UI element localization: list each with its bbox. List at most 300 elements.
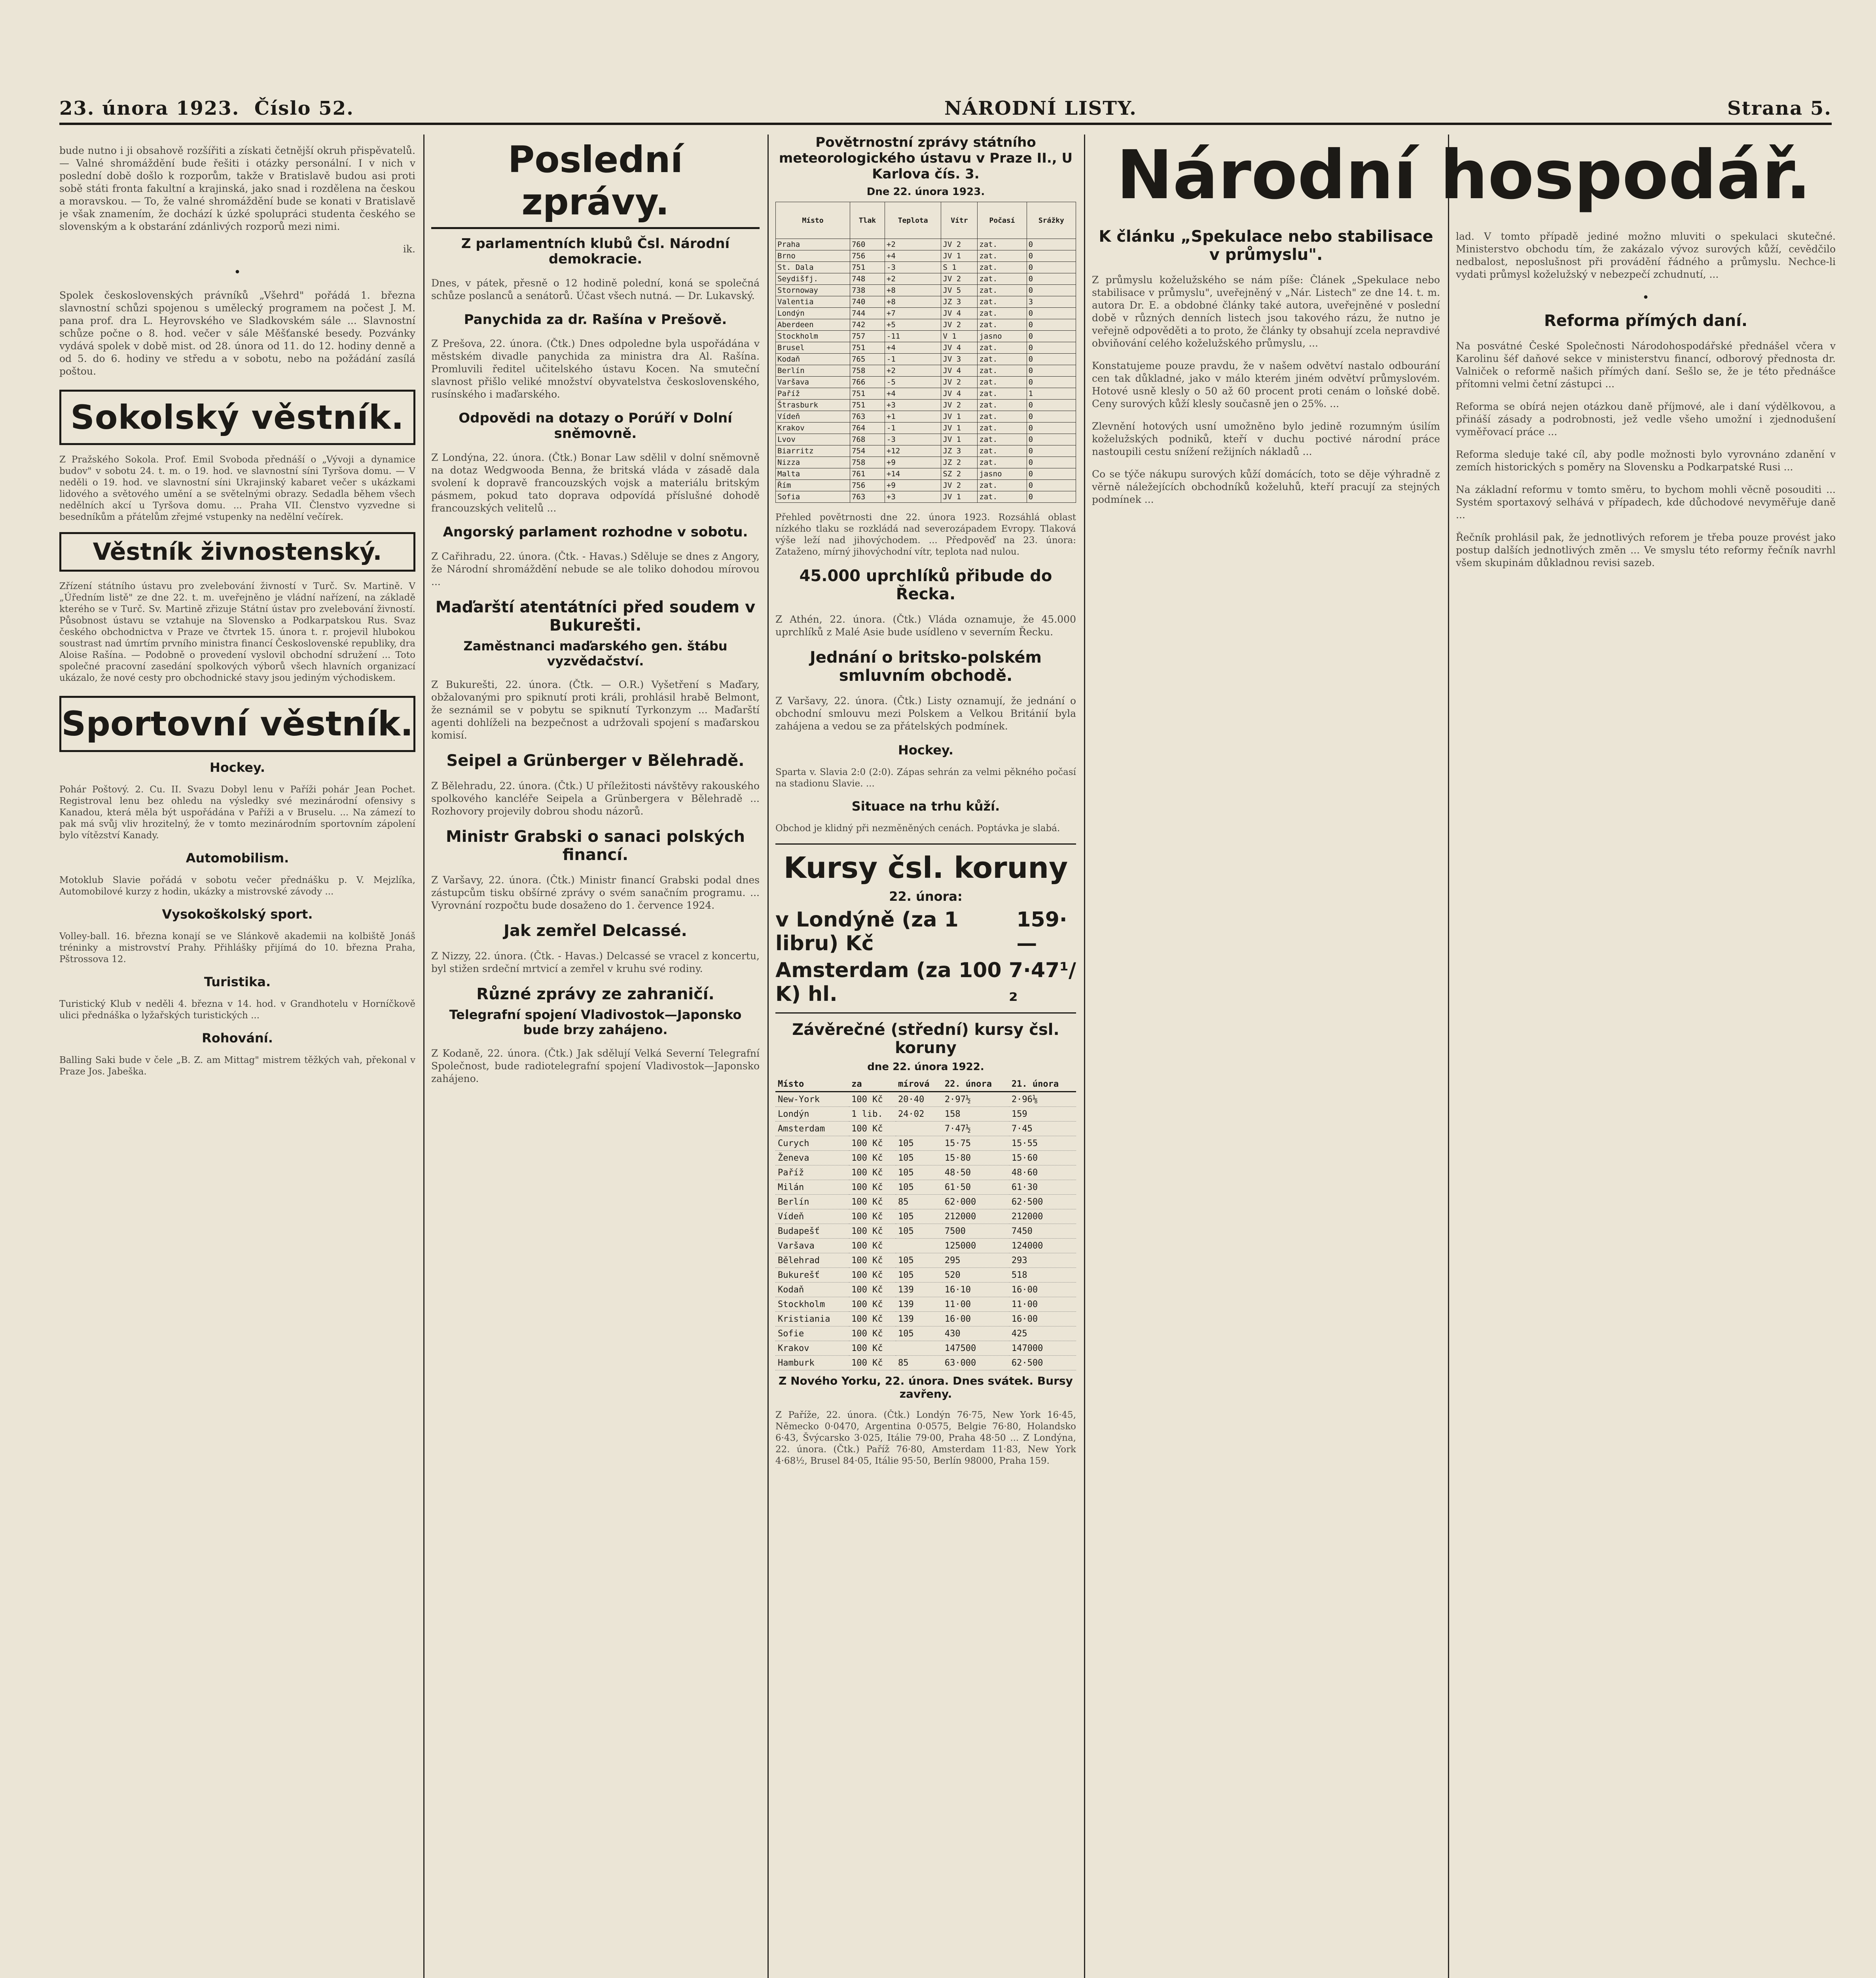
table-cell: 1 <box>1027 388 1076 400</box>
table-cell: JV 2 <box>941 377 978 388</box>
table-cell: Curych <box>775 1136 849 1151</box>
table-cell: +4 <box>885 342 941 354</box>
issue-number: Číslo 52. <box>254 97 354 119</box>
table-cell: 0 <box>1027 342 1076 354</box>
rate-row <box>775 1283 1076 1297</box>
table-cell: 3 <box>1027 296 1076 308</box>
article-text: Z Nizzy, 22. února. (Čtk. - Havas.) Delcassé se vracel z koncertu, byl stižen srdeční mrtvicí a zemřel v kruhu své rodiny. <box>431 950 760 974</box>
weather-row <box>776 319 1076 331</box>
table-cell: -1 <box>885 423 941 434</box>
table-cell: Vídeň <box>775 1209 849 1224</box>
table-cell: zat. <box>978 400 1027 411</box>
table-cell: 738 <box>850 285 885 296</box>
section-title-sport: Sportovní věstník. <box>59 696 415 752</box>
article-text: Z Kodaně, 22. února. (Čtk.) Jak sdělují Velká Severní Telegrafní Společnost, bude radiotelegrafní spojení Vladivostok—Japonsko zahájeno. <box>431 1047 760 1084</box>
table-cell: -3 <box>885 434 941 445</box>
article-headline: Maďarští atentátníci před soudem v Bukurešti. <box>435 598 756 635</box>
article-text: Z Athén, 22. února. (Čtk.) Vláda oznamuje, že 45.000 uprchlíků z Malé Asie bude usídleno v severním Řecku. <box>775 614 1076 638</box>
table-cell: 62·500 <box>1009 1356 1076 1370</box>
table-cell: 105 <box>896 1253 942 1268</box>
weather-row <box>776 423 1076 434</box>
table-cell: +14 <box>885 468 941 480</box>
table-cell: +9 <box>885 480 941 491</box>
table-cell: 11·00 <box>942 1297 1009 1312</box>
table-cell: +7 <box>885 308 941 319</box>
table-header-cell: Teplota <box>885 202 941 239</box>
table-cell: 16·00 <box>1009 1283 1076 1297</box>
article-text: Z Prešova, 22. února. (Čtk.) Dnes odpoledne byla uspořádána v městském divadle panychida za ministra dra Al. Rašína. Promluvili ředitel učitelského ústavu Kocen. Na smuteční slavnost přišlo veliké množství obyvatelstva československého, rusínského i maďarského. <box>431 338 760 400</box>
table-cell: JV 4 <box>941 388 978 400</box>
table-cell: 100 Kč <box>849 1195 896 1209</box>
table-cell: 147500 <box>942 1341 1009 1356</box>
table-cell: 754 <box>850 445 885 457</box>
separator-rule <box>775 1012 1076 1014</box>
table-cell: 100 Kč <box>849 1136 896 1151</box>
table-cell: Budapešť <box>775 1224 849 1239</box>
column-2 <box>431 135 760 1978</box>
table-cell: +4 <box>885 388 941 400</box>
table-cell: S 1 <box>941 262 978 273</box>
article-text: Sparta v. Slavia 2:0 (2:0). Zápas sehrán za velmi pěkného počasí na stadionu Slavie. ... <box>775 767 1076 789</box>
kursy-date: 22. února: <box>889 889 963 904</box>
separator-dot: • <box>234 265 241 279</box>
rate-row <box>775 1297 1076 1312</box>
table-cell: Paříž <box>775 1165 849 1180</box>
subsection-title: Hockey. <box>898 743 953 758</box>
table-cell: 11·00 <box>1009 1297 1076 1312</box>
table-cell: zat. <box>978 319 1027 331</box>
table-cell: Stockholm <box>775 1297 849 1312</box>
article-headline: Jak zemřel Delcassé. <box>504 921 687 940</box>
table-cell: JV 2 <box>941 480 978 491</box>
table-cell: 100 Kč <box>849 1122 896 1136</box>
table-cell: Kristiania <box>775 1312 849 1326</box>
hospodar-columns <box>1092 220 1836 579</box>
table-cell: 212000 <box>1009 1209 1076 1224</box>
table-cell: 15·80 <box>942 1151 1009 1165</box>
weather-row <box>776 377 1076 388</box>
table-cell: 0 <box>1027 423 1076 434</box>
table-cell: 139 <box>896 1312 942 1326</box>
column-1 <box>59 135 415 1978</box>
table-cell: 0 <box>1027 354 1076 365</box>
table-cell: 757 <box>850 331 885 342</box>
subsection-title: Automobilism. <box>186 851 289 866</box>
section-title-posledni-zpravy: Poslední zprávy. <box>431 138 760 229</box>
table-cell: Varšava <box>775 1239 849 1253</box>
table-cell: 760 <box>850 239 885 250</box>
amsterdam-value: 7·47¹/₂ <box>1008 959 1076 1006</box>
table-cell: 100 Kč <box>849 1253 896 1268</box>
table-cell: 0 <box>1027 480 1076 491</box>
table-cell: -3 <box>885 262 941 273</box>
table-cell: Hamburk <box>775 1356 849 1370</box>
separator-rule <box>775 843 1076 845</box>
table-cell: Berlín <box>776 365 850 377</box>
table-cell: 7450 <box>1009 1224 1076 1239</box>
weather-row <box>776 400 1076 411</box>
table-cell: zat. <box>978 445 1027 457</box>
hospodar-right <box>1456 220 1836 579</box>
weather-row <box>776 308 1076 319</box>
table-cell: 100 Kč <box>849 1341 896 1356</box>
table-cell: 16·10 <box>942 1283 1009 1297</box>
subsection-title: Turistika. <box>204 974 271 989</box>
table-cell: JZ 3 <box>941 445 978 457</box>
table-cell: JV 2 <box>941 273 978 285</box>
weather-row <box>776 457 1076 468</box>
table-cell: zat. <box>978 457 1027 468</box>
article-text: Volley-ball. 16. března konají se ve Slánkově akademii na kolbiště Jonáš tréninky a mistrovství Prahy. Přihlášky přijímá do 10. března Praha, Pštrossova 12. <box>59 931 415 964</box>
table-header-cell: Počasí <box>978 202 1027 239</box>
table-cell: 100 Kč <box>849 1165 896 1180</box>
column-3 <box>775 135 1076 1978</box>
table-cell: JV 1 <box>941 491 978 503</box>
article-headline: Panychida za dr. Rašína v Prešově. <box>464 312 727 328</box>
table-cell: 158 <box>942 1107 1009 1122</box>
subsection-title: Situace na trhu kůží. <box>851 799 1000 814</box>
table-cell: 100 Kč <box>849 1268 896 1283</box>
rate-row <box>775 1224 1076 1239</box>
table-cell: zat. <box>978 308 1027 319</box>
article-headline: Různé zprávy ze zahraničí. <box>476 985 714 1003</box>
article-text: Balling Saki bude v čele „B. Z. am Mittag" mistrem těžkých vah, překonal v Praze Jos. Jabeška. <box>59 1055 415 1077</box>
article-headline: Z Nového Yorku, 22. února. Dnes svátek. Bursy zavřeny. <box>779 1374 1073 1400</box>
weather-row <box>776 354 1076 365</box>
table-cell: 100 Kč <box>849 1356 896 1370</box>
london-label: v Londýně (za 1 libru) Kč <box>775 908 959 955</box>
table-cell: 2·97½ <box>942 1092 1009 1107</box>
table-cell: Kodaň <box>776 354 850 365</box>
table-header-cell: 21. února <box>1009 1077 1076 1092</box>
article-text: Zlevnění hotových usní umožněno bylo jedině rozumným úsilím koželužských podniků, kteří v duchu poctivé národní práce nastoupili cestu snížení režijních nákladů ... <box>1092 421 1440 457</box>
article-text: Reforma sleduje také cíl, aby podle možnosti bylo vyrovnáno zdanění v zemích historických s poměry na Slovensku a Podkarpatské Rusi ... <box>1456 449 1836 473</box>
table-cell: Malta <box>776 468 850 480</box>
weather-row <box>776 388 1076 400</box>
table-cell: 100 Kč <box>849 1180 896 1195</box>
weather-title: Povětrnostní zprávy státního meteorologického ústavu v Praze II., U Karlova čís. 3. <box>779 135 1073 182</box>
rate-row <box>775 1312 1076 1326</box>
table-cell: JZ 3 <box>941 296 978 308</box>
table-cell: Amsterdam <box>775 1122 849 1136</box>
table-cell: 16·00 <box>1009 1312 1076 1326</box>
table-cell: 1 lib. <box>849 1107 896 1122</box>
table-cell: zat. <box>978 377 1027 388</box>
hospodar-left <box>1092 220 1440 579</box>
table-cell <box>896 1122 942 1136</box>
article-text: bude nutno i ji obsahově rozšířiti a získati četnější okruh přispěvatelů. — Valné shromáždění bude řešiti i otázky personální. I v nich v poslední době došlo k rozporům, takže v Bratislavě budou asi proti sobě státi fronta fakultní a krajinská, jako snad i rozdělena na českou a moravskou. — To, že valné shromáždění bude se konati v Bratislavě je však znamením, že dochází k úzké spolupráci studenta českého se slovenským a k obstarání zdánlivých rozporů mezi nimi. <box>59 145 415 232</box>
section-title-zivnostensky: Věstník živnostenský. <box>59 532 415 572</box>
table-cell: Řím <box>776 480 850 491</box>
article-text: Z Paříže, 22. února. (Čtk.) Londýn 76·75, New York 16·45, Německo 0·0470, Argentina 0·0575, Belgie 76·80, Holandsko 6·43, Švýcarsko 3·025, Itálie 79·00, Praha 48·50 ... Z Londýna, 22. února. (Čtk.) Paříž 76·80, Amsterdam 11·83, New York 4·68½, Brusel 84·05, Itálie 95·50, Berlín 98000, Praha 159. <box>775 1410 1076 1466</box>
table-cell: 62·000 <box>942 1195 1009 1209</box>
article-headline: Seipel a Grünberger v Bělehradě. <box>446 751 745 770</box>
weather-row <box>776 285 1076 296</box>
table-cell: 139 <box>896 1283 942 1297</box>
paper-name: NÁRODNÍ LISTY. <box>944 97 1137 119</box>
table-cell: Brusel <box>776 342 850 354</box>
table-cell: 748 <box>850 273 885 285</box>
table-cell: zat. <box>978 285 1027 296</box>
table-cell: JV 2 <box>941 319 978 331</box>
weather-row <box>776 273 1076 285</box>
table-cell: Seydišfj. <box>776 273 850 285</box>
masthead <box>59 95 1832 125</box>
article-headline: K článku „Spekulace nebo stabilisace v průmyslu". <box>1099 227 1433 264</box>
table-cell: 425 <box>1009 1326 1076 1341</box>
rate-row <box>775 1165 1076 1180</box>
table-header-cell: Místo <box>776 202 850 239</box>
article-text: Z Pražského Sokola. Prof. Emil Svoboda přednáší o „Vývoji a dynamice budov" v sobotu 24. t. m. o 19. hod. ve slavnostní síni Tyršova domu. — V neděli o 19. hod. ve slavnostní síni Ukrajinský kabaret večer s ukázkami lidového a světového umění a se světelnými obrazy. Sedadla během všech nedělních akcí u Tyršova domu. ... Praha VII. Členstvo vyzvedne si besedníkům a přátelům zřejmé vstupenky na nedělní večírek. <box>59 455 415 522</box>
table-cell: +2 <box>885 273 941 285</box>
rate-row <box>775 1253 1076 1268</box>
table-cell: zat. <box>978 342 1027 354</box>
table-cell: 758 <box>850 457 885 468</box>
table-cell: JV 4 <box>941 365 978 377</box>
article-text: Z Bukurešti, 22. února. (Čtk. — O.R.) Vyšetření s Maďary, obžalovanými pro spiknutí proti králi, prohlásil hrabě Belmont, že seznámil se v pobytu se spiknutí Tyrkonzym ... Maďarští agenti dohlíželi na bezpečnost a udržovali spojení s maďarskou komisí. <box>431 678 760 741</box>
table-cell: 763 <box>850 411 885 423</box>
table-cell: 0 <box>1027 411 1076 423</box>
article-text: Reforma se obírá nejen otázkou daně příjmové, ale i daní výdělkovou, a přináší zásady a podrobnosti, jež vedle všeho umožní i zjednodušení vyměřovací práce ... <box>1456 401 1836 438</box>
table-cell: JV 2 <box>941 239 978 250</box>
table-cell: Štrasburk <box>776 400 850 411</box>
table-cell: 159 <box>1009 1107 1076 1122</box>
table-cell: 147000 <box>1009 1341 1076 1356</box>
table-cell: 0 <box>1027 250 1076 262</box>
table-cell: -11 <box>885 331 941 342</box>
table-cell: zat. <box>978 480 1027 491</box>
table-cell: 0 <box>1027 239 1076 250</box>
table-cell: 0 <box>1027 445 1076 457</box>
article-headline: Z parlamentních klubů Čsl. Národní demokracie. <box>461 236 730 267</box>
table-cell: JV 1 <box>941 250 978 262</box>
table-cell: +9 <box>885 457 941 468</box>
table-cell: 0 <box>1027 491 1076 503</box>
table-cell: 764 <box>850 423 885 434</box>
table-cell: Vídeň <box>776 411 850 423</box>
weather-table <box>775 202 1076 503</box>
table-cell: Kodaň <box>775 1283 849 1297</box>
section-title-sokol: Sokolský věstník. <box>59 390 415 445</box>
table-cell: 63·000 <box>942 1356 1009 1370</box>
article-text: Řečník prohlásil pak, že jednotlivých reforem je třeba pouze provést jako postup dalších jednotlivých změn ... Ve smyslu této reformy řečník navrhl všem skupinám důkladnou revisi sazeb. <box>1456 532 1836 568</box>
table-cell: zat. <box>978 434 1027 445</box>
table-cell: Biarritz <box>776 445 850 457</box>
table-cell: +5 <box>885 319 941 331</box>
table-cell: 0 <box>1027 468 1076 480</box>
issue-date: 23. února 1923. <box>59 97 240 119</box>
table-cell: 105 <box>896 1136 942 1151</box>
table-cell: 105 <box>896 1209 942 1224</box>
weather-row <box>776 491 1076 503</box>
rate-row <box>775 1107 1076 1122</box>
article-headline: Ministr Grabski o sanaci polských financí. <box>445 827 745 864</box>
table-cell: 7·45 <box>1009 1122 1076 1136</box>
table-cell: zat. <box>978 388 1027 400</box>
table-cell: 62·500 <box>1009 1195 1076 1209</box>
rate-row <box>775 1268 1076 1283</box>
rate-row <box>775 1239 1076 1253</box>
weather-row <box>776 342 1076 354</box>
table-cell: Sofia <box>776 491 850 503</box>
amsterdam-label: Amsterdam (za 100 K) hl. <box>775 959 1002 1006</box>
table-cell: zat. <box>978 296 1027 308</box>
table-cell: 100 Kč <box>849 1283 896 1297</box>
column-rule <box>767 135 769 1978</box>
rate-row <box>775 1326 1076 1341</box>
table-cell: JV 4 <box>941 342 978 354</box>
table-cell: Valentia <box>776 296 850 308</box>
table-cell: 7·47½ <box>942 1122 1009 1136</box>
table-cell: 0 <box>1027 457 1076 468</box>
table-header-cell: 22. února <box>942 1077 1009 1092</box>
weather-row <box>776 296 1076 308</box>
table-cell: 295 <box>942 1253 1009 1268</box>
table-cell: zat. <box>978 273 1027 285</box>
table-cell: 100 Kč <box>849 1297 896 1312</box>
table-cell: St. Dala <box>776 262 850 273</box>
table-cell: Sofie <box>775 1326 849 1341</box>
table-cell: 765 <box>850 354 885 365</box>
table-cell: +3 <box>885 400 941 411</box>
london-value: 159·— <box>1016 908 1067 955</box>
table-cell: Berlín <box>775 1195 849 1209</box>
table-cell: 293 <box>1009 1253 1076 1268</box>
article-text: Konstatujeme pouze pravdu, že v našem odvětví nastalo odbourání cen tak důkladné, jako v málo kterém jiném odvětví průmyslovém. Hotové usně klesly o 50 až 60 procent proti cenám o loňské době. Ceny surových kůží klesly současně jen o 25%. ... <box>1092 360 1440 409</box>
article-text: Spolek československých právníků „Všehrd" pořádá 1. března slavnostní schůzi spojenou s umělecký programem na počest J. M. pana prof. dra L. Heyrovského ve Sladkovském sále ... Slavnostní schůze počne o 8. hod. večer v sále Měšťanské besedy. Pozvánky vydává spolek v době mist. od 28. února od 11. do 12. hodiny denně a od 5. do 6. hodiny ve středu a v sobotu, nebo na požádání zasílá poštou. <box>59 290 415 377</box>
table-cell: 85 <box>896 1195 942 1209</box>
rate-row <box>775 1195 1076 1209</box>
table-cell: 100 Kč <box>849 1239 896 1253</box>
article-text: Turistický Klub v neděli 4. března v 14. hod. v Grandhotelu v Horníčkově ulici přednáška o lyžařských turistických ... <box>59 999 415 1021</box>
article-text: Z Londýna, 22. února. (Čtk.) Bonar Law sdělil v dolní sněmovně na dotaz Wedgwooda Benna, že britská vláda v zásadě dala svolení k dopravě francouzských vojsk a materiálu britským pásmem, pokud tato doprava odpovídá příslušné dohodě francouzských velitelů ... <box>431 452 760 514</box>
article-text: Z Cařihradu, 22. února. (Čtk. - Havas.) Sděluje se dnes z Angory, že Národní shromáždění nebude se ale toliko dohodou mírovou ... <box>431 550 760 587</box>
table-cell: 751 <box>850 342 885 354</box>
table-cell: jasno <box>978 468 1027 480</box>
rate-row <box>775 1122 1076 1136</box>
table-cell: +1 <box>885 411 941 423</box>
article-headline: Jednání o britsko-polském smluvním obchodě. <box>809 648 1042 685</box>
article-text: Z Varšavy, 22. února. (Čtk.) Listy oznamují, že jednání o obchodní smlouvu mezi Polskem a Velkou Británií byla zahájena a vedou se za přátelských podmínek. <box>775 695 1076 732</box>
table-cell: Varšava <box>776 377 850 388</box>
table-cell: 16·00 <box>942 1312 1009 1326</box>
table-cell: JV 2 <box>941 400 978 411</box>
article-text: Na posvátné České Společnosti Národohospodářské přednášel včera v Karolinu šéf daňové sekce v ministerstvu financí, odborový přednosta dr. Valniček o reformě našich přímých daní. Sešlo se, že je této přednášce přítomni velmi četní zástupci ... <box>1456 340 1836 390</box>
table-cell: 105 <box>896 1180 942 1195</box>
article-text: Obchod je klidný při nezměněných cenách. Poptávka je slabá. <box>775 823 1060 834</box>
table-cell: Brno <box>776 250 850 262</box>
table-cell: -1 <box>885 354 941 365</box>
table-cell: Nizza <box>776 457 850 468</box>
table-cell: 744 <box>850 308 885 319</box>
table-cell: +3 <box>885 491 941 503</box>
table-cell: 2·96⅛ <box>1009 1092 1076 1107</box>
table-cell: Stockholm <box>776 331 850 342</box>
table-cell: Londýn <box>776 308 850 319</box>
weather-row <box>776 434 1076 445</box>
table-cell: 100 Kč <box>849 1312 896 1326</box>
table-cell: 85 <box>896 1356 942 1370</box>
table-cell: 105 <box>896 1224 942 1239</box>
article-signature: ik. <box>403 243 415 255</box>
table-header-cell: Srážky <box>1027 202 1076 239</box>
table-cell: Ženeva <box>775 1151 849 1165</box>
table-cell: 100 Kč <box>849 1224 896 1239</box>
table-cell: 100 Kč <box>849 1209 896 1224</box>
table-header-cell: Vítr <box>941 202 978 239</box>
table-cell: 15·60 <box>1009 1151 1076 1165</box>
table-cell: 742 <box>850 319 885 331</box>
table-header-cell: mírová <box>896 1077 942 1092</box>
table-cell: 761 <box>850 468 885 480</box>
table-cell: JV 4 <box>941 308 978 319</box>
table-cell: 0 <box>1027 365 1076 377</box>
table-cell: JV 3 <box>941 354 978 365</box>
table-cell: 766 <box>850 377 885 388</box>
table-cell: +2 <box>885 365 941 377</box>
table-cell: 15·75 <box>942 1136 1009 1151</box>
table-cell: JV 1 <box>941 411 978 423</box>
weather-row <box>776 411 1076 423</box>
table-cell: JV 5 <box>941 285 978 296</box>
column-4 <box>1092 135 1836 1978</box>
table-cell: 105 <box>896 1151 942 1165</box>
table-cell: 0 <box>1027 273 1076 285</box>
weather-row <box>776 262 1076 273</box>
rate-row <box>775 1209 1076 1224</box>
table-cell: 48·60 <box>1009 1165 1076 1180</box>
table-cell: 7500 <box>942 1224 1009 1239</box>
weather-row <box>776 365 1076 377</box>
rate-row <box>775 1356 1076 1370</box>
table-cell: Londýn <box>775 1107 849 1122</box>
table-cell: +4 <box>885 250 941 262</box>
table-cell: 0 <box>1027 400 1076 411</box>
table-header-cell: Místo <box>775 1077 849 1092</box>
table-cell: 0 <box>1027 331 1076 342</box>
table-cell: JV 1 <box>941 434 978 445</box>
table-cell: zat. <box>978 250 1027 262</box>
table-cell: 105 <box>896 1326 942 1341</box>
subsection-title: Rohování. <box>202 1031 273 1046</box>
article-headline: Reforma přímých daní. <box>1544 312 1748 330</box>
table-cell: 751 <box>850 262 885 273</box>
table-cell: +8 <box>885 296 941 308</box>
rate-row <box>775 1180 1076 1195</box>
table-cell: zat. <box>978 423 1027 434</box>
article-text: Motoklub Slavie pořádá v sobotu večer přednášku p. V. Mejzlíka, Automobilové kurzy z hodin, ukázky a mistrovské závody ... <box>59 875 415 897</box>
weather-row <box>776 250 1076 262</box>
article-headline: 45.000 uprchlíků přibude do Řecka. <box>799 567 1052 603</box>
page-number: Strana 5. <box>1727 97 1832 119</box>
article-headline: Odpovědi na dotazy o Porúří v Dolní sněmovně. <box>459 410 732 442</box>
table-cell: 61·50 <box>942 1180 1009 1195</box>
subsection-title: Hockey. <box>210 760 265 775</box>
weather-row <box>776 331 1076 342</box>
rate-row <box>775 1151 1076 1165</box>
table-cell: 100 Kč <box>849 1092 896 1107</box>
table-cell: 100 Kč <box>849 1326 896 1341</box>
table-cell: New-York <box>775 1092 849 1107</box>
table-cell: +12 <box>885 445 941 457</box>
table-cell: 0 <box>1027 319 1076 331</box>
table-cell: 0 <box>1027 377 1076 388</box>
table-cell: 751 <box>850 400 885 411</box>
table-cell: 15·55 <box>1009 1136 1076 1151</box>
table-cell: 518 <box>1009 1268 1076 1283</box>
table-cell: Bělehrad <box>775 1253 849 1268</box>
table-cell: JV 1 <box>941 423 978 434</box>
